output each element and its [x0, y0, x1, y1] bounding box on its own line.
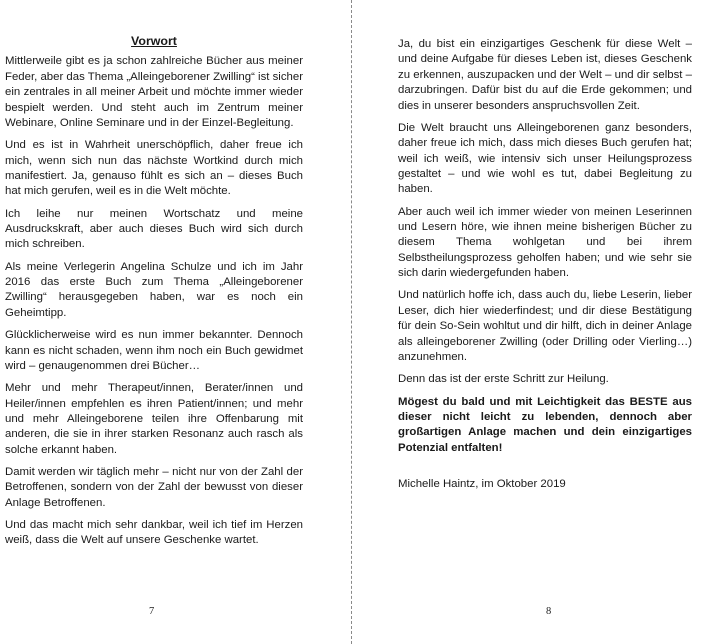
left-page-content [5, 34, 303, 556]
page-title: Vorwort [131, 34, 177, 48]
paragraph: Mehr und mehr Therapeut/innen, Berater/innen und Heiler/innen empfehlen es ihren Patient/innen; und mehr und mehr Alleingeborene teilen ihre Offenbarung mit anderen, die sie in ihrer starken Resonanz auch rasch als solche erkannt haben. [5, 382, 303, 456]
right-page-content [398, 37, 692, 499]
paragraph: Und natürlich hoffe ich, dass auch du, liebe Leserin, lieber Leser, dich hier wiederfindest; und dir diese Bestätigung für dein So-Sein wohltut und dir hilft, dich in deiner Anlage als alleingeborener Zwilling (oder Drilling oder Vierling…) anzunehmen. [398, 289, 692, 364]
page-number-right: 8 [546, 606, 552, 617]
signature: Michelle Haintz, im Oktober 2019 [398, 478, 566, 491]
paragraph: Damit werden wir täglich mehr – nicht nur von der Zahl der Betroffenen, sondern von der Zahl der bewusst von dieser Anlage Betroffenen. [5, 465, 303, 509]
paragraph: Mittlerweile gibt es ja schon zahlreiche Bücher aus meiner Feder, aber das Thema „Alleingeborener Zwilling“ ist sicher ein zentrales in all meiner Arbeit und möchte immer wieder bespielt werden. Und steht auch im Zentrum meiner Webinare, Online Seminare und in der Einzel-Begleitung. [5, 55, 303, 130]
paragraph: Ja, du bist ein einzigartiges Geschenk für diese Welt – und deine Aufgabe für dieses Leben ist, dieses Geschenk zu erkennen, auszupacken und der Welt – und dir selbst – darzubringen. Dafür bist du auf die Erde gekommen; und dies in unserer besonders anspruchsvollen Zeit. [398, 38, 692, 112]
paragraph: Als meine Verlegerin Angelina Schulze und ich im Jahr 2016 das erste Buch zum Thema „Alleingeborener Zwilling“ herausgegeben haben, war es noch ein Geheimtipp. [5, 260, 303, 319]
right-page [352, 0, 703, 644]
paragraph: Ich leihe nur meinen Wortschatz und meine Ausdruckskraft, aber auch dieses Buch wird sich durch mich schreiben. [5, 207, 303, 251]
paragraph: Aber auch weil ich immer wieder von meinen Leserinnen und Lesern höre, wie ihnen meine bisherigen Bücher zu diesem Thema wohlgetan und bei ihrem Selbstheilungsprozess geholfen haben; und wie sehr sie sich darin wiedergefunden haben. [398, 205, 692, 280]
page-number-left: 7 [149, 606, 155, 617]
paragraph: Und das macht mich sehr dankbar, weil ich tief im Herzen weiß, dass die Welt auf unsere Geschenke wartet. [5, 518, 303, 547]
left-page [0, 0, 351, 644]
paragraph: Die Welt braucht uns Alleingeborenen ganz besonders, daher freue ich mich, dass mich dieses Buch gerufen hat; weil ich weiß, wie intensiv sich unser Heilungsprozess gestaltet – und wie wohl es tut, dabei Begleitung zu haben. [398, 121, 692, 196]
paragraph: Glücklicherweise wird es nun immer bekannter. Dennoch kann es nicht schaden, wenn ihm noch ein Buch gewidmet wird – genaugenommen drei Bücher… [5, 329, 303, 372]
paragraph: Und es ist in Wahrheit unerschöpflich, daher freue ich mich, wenn sich nun das nächste Wortkind durch mich manifestiert. Ja, genauso fühlt es sich an – dieses Buch hat mich gerufen, weil es in die Welt möchte. [5, 139, 303, 198]
paragraph: Denn das ist der erste Schritt zur Heilung. [398, 373, 609, 386]
bold-paragraph: Mögest du bald und mit Leichtigkeit das BESTE aus dieser nicht leicht zu lebenden, dennoch aber großartigen Anlage machen und dein einzigartiges Potenzial entfalten! [398, 395, 692, 454]
